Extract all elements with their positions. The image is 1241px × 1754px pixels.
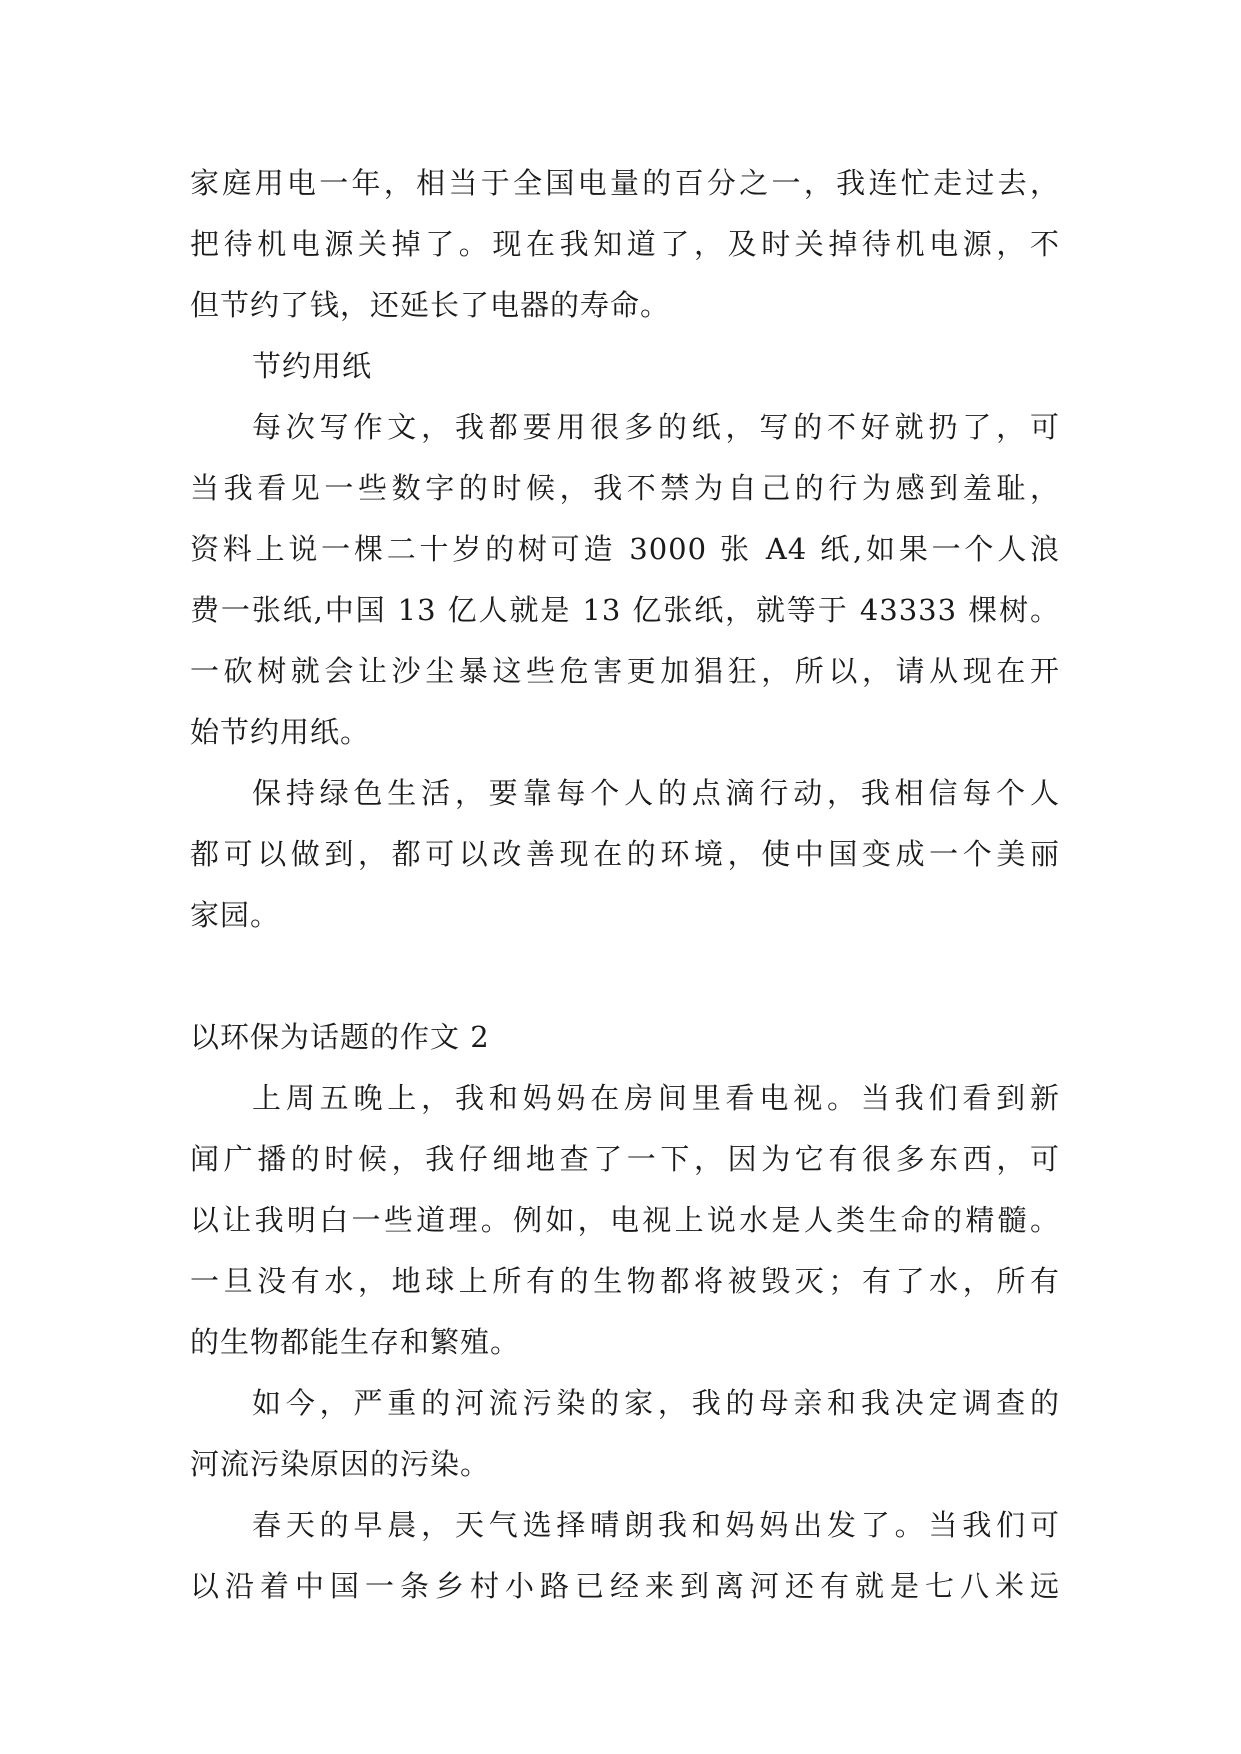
text-line: 一旦没有水，地球上所有的生物都将被毁灭；有了水，所有 [190, 1264, 1060, 1298]
text-line: 保持绿色生活，要靠每个人的点滴行动，我相信每个人 [252, 776, 1060, 810]
section-heading: 节约用纸 [252, 349, 373, 383]
text-line: 费一张纸,中国 13 亿人就是 13 亿张纸，就等于 43333 棵树。 [190, 593, 1060, 627]
text-line: 春天的早晨，天气选择晴朗我和妈妈出发了。当我们可 [252, 1508, 1060, 1542]
text-line: 把待机电源关掉了。现在我知道了，及时关掉待机电源，不 [190, 227, 1060, 261]
text-line: 都可以做到，都可以改善现在的环境，使中国变成一个美丽 [190, 837, 1060, 871]
document-body [190, 153, 1060, 1617]
text-line: 但节约了钱，还延长了电器的寿命。 [190, 288, 671, 322]
text-line: 每次写作文，我都要用很多的纸，写的不好就扔了，可 [252, 410, 1060, 444]
text-line: 资料上说一棵二十岁的树可造 3000 张 A4 纸,如果一个人浪 [190, 532, 1060, 566]
text-line: 以沿着中国一条乡村小路已经来到离河还有就是七八米远 [190, 1569, 1060, 1603]
text-line: 当我看见一些数字的时候，我不禁为自己的行为感到羞耻， [190, 471, 1060, 505]
blank-line [190, 946, 1060, 1007]
text-line: 以让我明白一些道理。例如，电视上说水是人类生命的精髓。 [190, 1203, 1060, 1237]
text-line: 家园。 [190, 898, 281, 932]
essay-title: 以环保为话题的作文 2 [190, 1020, 490, 1054]
text-line: 家庭用电一年，相当于全国电量的百分之一，我连忙走过去， [190, 166, 1060, 200]
text-line: 如今，严重的河流污染的家，我的母亲和我决定调查的 [252, 1386, 1060, 1420]
text-line: 的生物都能生存和繁殖。 [190, 1325, 521, 1359]
text-line: 河流污染原因的污染。 [190, 1447, 491, 1481]
text-line: 闻广播的时候，我仔细地查了一下，因为它有很多东西，可 [190, 1142, 1060, 1176]
text-line: 上周五晚上，我和妈妈在房间里看电视。当我们看到新 [252, 1081, 1060, 1115]
text-line: 始节约用纸。 [190, 715, 371, 749]
text-line: 一砍树就会让沙尘暴这些危害更加猖狂，所以，请从现在开 [190, 654, 1060, 688]
